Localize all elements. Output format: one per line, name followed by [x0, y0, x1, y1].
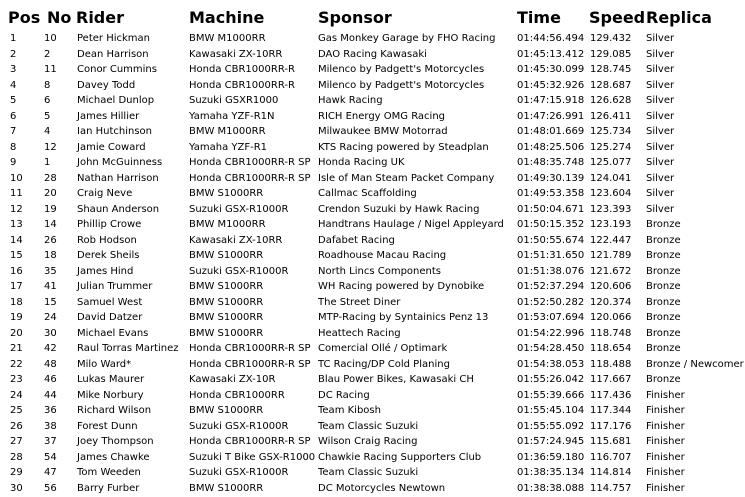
- cell-sponsor: Team Kibosh: [318, 405, 381, 416]
- cell-sponsor: DAO Racing Kawasaki: [318, 48, 427, 60]
- cell-sponsor: Milenco by Padgett's Motorcycles: [318, 64, 485, 75]
- cell-rider: Michael Dunlop: [77, 95, 155, 106]
- cell-no: 47: [44, 467, 57, 478]
- cell-time: 01:49:30.139: [517, 172, 585, 184]
- cell-speed: 117.176: [590, 420, 632, 432]
- cell-rider: Julian Trummer: [77, 281, 153, 292]
- cell-sponsor: DC Motorcycles Newtown: [318, 482, 446, 494]
- cell-sponsor: Honda Racing UK: [318, 157, 405, 168]
- cell-replica: Silver: [646, 95, 675, 106]
- cell-pos: 25: [10, 405, 23, 416]
- header-speed: Speed: [589, 8, 646, 27]
- cell-no: 11: [44, 64, 57, 75]
- cell-time: 01:44:56.494: [517, 33, 585, 44]
- cell-speed: 129.085: [590, 48, 632, 60]
- cell-no: 1: [44, 157, 51, 168]
- cell-replica: Silver: [646, 79, 675, 91]
- cell-replica: Finisher: [646, 467, 685, 478]
- table-row: [0, 357, 745, 373]
- cell-pos: 1: [10, 33, 17, 44]
- cell-no: 19: [44, 203, 57, 215]
- cell-pos: 7: [10, 126, 17, 137]
- cell-speed: 121.672: [590, 265, 632, 277]
- cell-no: 38: [44, 420, 57, 432]
- cell-sponsor: RICH Energy OMG Racing: [318, 110, 446, 122]
- cell-machine: Yamaha YZF-R1: [189, 141, 268, 153]
- cell-replica: Bronze: [646, 250, 681, 261]
- cell-machine: BMW S1000RR: [189, 250, 264, 261]
- table-header: [0, 6, 745, 32]
- cell-machine: BMW S1000RR: [189, 482, 264, 494]
- cell-no: 42: [44, 343, 57, 354]
- cell-rider: Davey Todd: [77, 79, 136, 91]
- table-row: [0, 434, 745, 450]
- cell-speed: 118.488: [590, 358, 632, 370]
- cell-speed: 126.411: [590, 110, 632, 122]
- cell-machine: Suzuki GSXR1000: [189, 95, 279, 106]
- cell-machine: BMW M1000RR: [189, 219, 266, 230]
- cell-rider: Rob Hodson: [77, 234, 137, 246]
- cell-time: 01:55:45.104: [517, 405, 585, 416]
- table-row: [0, 295, 745, 311]
- cell-time: 01:45:13.412: [517, 48, 585, 60]
- cell-sponsor: Milwaukee BMW Motorrad: [318, 126, 448, 137]
- cell-rider: Tom Weeden: [77, 467, 141, 478]
- table-row: [0, 217, 745, 233]
- cell-machine: Honda CBR1000RR-R SP: [189, 172, 311, 184]
- cell-pos: 2: [10, 48, 17, 60]
- cell-no: 30: [44, 327, 57, 339]
- cell-pos: 9: [10, 157, 17, 168]
- cell-machine: Kawasaki ZX-10RR: [189, 48, 283, 60]
- table-row: [0, 465, 745, 481]
- cell-rider: Phillip Crowe: [77, 219, 142, 230]
- cell-time: 01:57:24.945: [517, 436, 585, 447]
- cell-machine: Suzuki GSX-R1000R: [189, 265, 289, 277]
- cell-no: 56: [44, 482, 57, 494]
- cell-rider: Richard Wilson: [77, 405, 152, 416]
- table-row: [0, 310, 745, 326]
- table-row: [0, 403, 745, 419]
- cell-pos: 3: [10, 64, 17, 75]
- cell-rider: Craig Neve: [77, 188, 133, 199]
- cell-sponsor: Hawk Racing: [318, 95, 383, 106]
- cell-no: 18: [44, 250, 57, 261]
- cell-time: 01:45:32.926: [517, 79, 585, 91]
- cell-replica: Silver: [646, 110, 675, 122]
- cell-replica: Bronze: [646, 296, 681, 308]
- cell-rider: Forest Dunn: [77, 420, 138, 432]
- cell-sponsor: Chawkie Racing Supporters Club: [318, 451, 482, 463]
- table-row: [0, 124, 745, 140]
- table-row: [0, 264, 745, 280]
- table-row: [0, 109, 745, 125]
- cell-replica: Bronze: [646, 312, 681, 323]
- cell-replica: Silver: [646, 64, 675, 75]
- cell-replica: Bronze: [646, 281, 681, 292]
- cell-time: 01:55:39.666: [517, 389, 585, 401]
- cell-rider: Joey Thompson: [77, 436, 154, 447]
- cell-rider: Michael Evans: [77, 327, 149, 339]
- cell-no: 36: [44, 405, 57, 416]
- cell-sponsor: Team Classic Suzuki: [318, 420, 419, 432]
- cell-machine: BMW S1000RR: [189, 281, 264, 292]
- cell-sponsor: KTS Racing powered by Steadplan: [318, 141, 489, 153]
- cell-rider: Raul Torras Martinez: [77, 343, 179, 354]
- cell-machine: Kawasaki ZX-10R: [189, 374, 276, 385]
- cell-time: 01:52:37.294: [517, 281, 585, 292]
- cell-sponsor: Comercial Ollé / Optimark: [318, 343, 448, 354]
- cell-replica: Silver: [646, 48, 675, 60]
- cell-rider: Shaun Anderson: [77, 203, 160, 215]
- cell-rider: Peter Hickman: [77, 33, 150, 44]
- cell-no: 26: [44, 234, 57, 246]
- header-time: Time: [517, 8, 561, 27]
- cell-machine: BMW S1000RR: [189, 327, 264, 339]
- cell-sponsor: Crendon Suzuki by Hawk Racing: [318, 203, 480, 215]
- cell-speed: 117.436: [590, 389, 632, 401]
- cell-pos: 12: [10, 203, 23, 215]
- cell-rider: Dean Harrison: [77, 48, 149, 60]
- cell-no: 5: [44, 110, 51, 122]
- cell-speed: 120.374: [590, 296, 632, 308]
- cell-time: 01:50:55.674: [517, 234, 585, 246]
- cell-rider: Ian Hutchinson: [77, 126, 152, 137]
- header-no: No: [47, 8, 72, 27]
- cell-no: 2: [44, 48, 51, 60]
- table-row: [0, 93, 745, 109]
- cell-no: 37: [44, 436, 57, 447]
- cell-pos: 21: [10, 343, 23, 354]
- cell-pos: 20: [10, 327, 23, 339]
- cell-speed: 122.447: [590, 234, 632, 246]
- cell-replica: Silver: [646, 33, 675, 44]
- cell-machine: BMW S1000RR: [189, 312, 264, 323]
- cell-speed: 123.604: [590, 188, 632, 199]
- cell-no: 41: [44, 281, 57, 292]
- cell-no: 46: [44, 374, 57, 385]
- cell-pos: 11: [10, 188, 23, 199]
- header-rider: Rider: [76, 8, 124, 27]
- cell-machine: Honda CBR1000RR-R SP: [189, 157, 311, 168]
- header-pos: Pos: [8, 8, 41, 27]
- cell-rider: James Chawke: [77, 451, 150, 463]
- cell-no: 44: [44, 389, 57, 401]
- cell-replica: Bronze: [646, 219, 681, 230]
- cell-no: 6: [44, 95, 51, 106]
- cell-rider: John McGuinness: [77, 157, 163, 168]
- table-row: [0, 450, 745, 466]
- cell-speed: 123.193: [590, 219, 632, 230]
- cell-time: 01:38:38.088: [517, 482, 585, 494]
- cell-sponsor: North Lincs Components: [318, 265, 441, 277]
- cell-speed: 117.344: [590, 405, 632, 416]
- cell-no: 12: [44, 141, 57, 153]
- cell-sponsor: WH Racing powered by Dynobike: [318, 281, 485, 292]
- cell-speed: 116.707: [590, 451, 632, 463]
- cell-no: 54: [44, 451, 57, 463]
- cell-sponsor: Milenco by Padgett's Motorcycles: [318, 79, 485, 91]
- cell-machine: BMW S1000RR: [189, 296, 264, 308]
- cell-sponsor: TC Racing/DP Cold Planing: [318, 358, 450, 370]
- header-replica: Replica: [646, 8, 712, 27]
- cell-no: 15: [44, 296, 57, 308]
- cell-time: 01:55:26.042: [517, 374, 585, 385]
- cell-time: 01:36:59.180: [517, 451, 585, 463]
- cell-speed: 126.628: [590, 95, 632, 106]
- table-row: [0, 388, 745, 404]
- cell-replica: Bronze: [646, 327, 681, 339]
- cell-rider: Samuel West: [77, 296, 143, 308]
- cell-no: 14: [44, 219, 57, 230]
- cell-rider: James Hind: [77, 265, 134, 277]
- cell-rider: David Datzer: [77, 312, 143, 323]
- cell-speed: 118.748: [590, 327, 632, 339]
- cell-pos: 24: [10, 389, 23, 401]
- table-row: [0, 372, 745, 388]
- cell-no: 24: [44, 312, 57, 323]
- table-row: [0, 233, 745, 249]
- cell-pos: 27: [10, 436, 23, 447]
- cell-replica: Bronze: [646, 343, 681, 354]
- cell-rider: Nathan Harrison: [77, 172, 159, 184]
- cell-time: 01:53:07.694: [517, 312, 585, 323]
- cell-pos: 14: [10, 234, 23, 246]
- table-row: [0, 202, 745, 218]
- cell-no: 48: [44, 358, 57, 370]
- cell-sponsor: The Street Diner: [318, 296, 401, 308]
- cell-time: 01:49:53.358: [517, 188, 585, 199]
- cell-no: 35: [44, 265, 57, 277]
- cell-machine: Honda CBR1000RR: [189, 389, 285, 401]
- cell-pos: 23: [10, 374, 23, 385]
- cell-sponsor: Blau Power Bikes, Kawasaki CH: [318, 374, 474, 385]
- cell-sponsor: MTP-Racing by Syntainics Penz 13: [318, 312, 489, 323]
- cell-no: 8: [44, 79, 51, 91]
- cell-replica: Finisher: [646, 436, 685, 447]
- cell-rider: Milo Ward*: [77, 358, 132, 370]
- cell-sponsor: Isle of Man Steam Packet Company: [318, 172, 495, 184]
- cell-time: 01:52:50.282: [517, 296, 585, 308]
- table-row: [0, 341, 745, 357]
- cell-rider: Mike Norbury: [77, 389, 144, 401]
- cell-pos: 28: [10, 451, 23, 463]
- cell-pos: 29: [10, 467, 23, 478]
- cell-machine: Kawasaki ZX-10RR: [189, 234, 283, 246]
- cell-speed: 129.432: [590, 33, 632, 44]
- cell-pos: 17: [10, 281, 23, 292]
- cell-pos: 22: [10, 358, 23, 370]
- cell-speed: 125.274: [590, 141, 632, 153]
- cell-speed: 120.606: [590, 281, 632, 292]
- cell-time: 01:47:26.991: [517, 110, 585, 122]
- cell-pos: 10: [10, 172, 23, 184]
- cell-time: 01:54:38.053: [517, 358, 585, 370]
- table-row: [0, 140, 745, 156]
- table-row: [0, 47, 745, 63]
- cell-replica: Finisher: [646, 482, 685, 494]
- cell-speed: 115.681: [590, 436, 632, 447]
- cell-machine: Suzuki T Bike GSX-R1000: [189, 451, 316, 463]
- cell-replica: Finisher: [646, 389, 685, 401]
- cell-pos: 6: [10, 110, 17, 122]
- cell-sponsor: Wilson Craig Racing: [318, 436, 418, 447]
- table-row: [0, 186, 745, 202]
- cell-pos: 18: [10, 296, 23, 308]
- cell-speed: 118.654: [590, 343, 632, 354]
- cell-time: 01:38:35.134: [517, 467, 585, 478]
- cell-machine: BMW M1000RR: [189, 33, 266, 44]
- cell-rider: Jamie Coward: [77, 141, 146, 153]
- cell-replica: Bronze: [646, 374, 681, 385]
- cell-time: 01:55:55.092: [517, 420, 585, 432]
- cell-speed: 128.745: [590, 64, 632, 75]
- cell-machine: Honda CBR1000RR-R SP: [189, 343, 311, 354]
- cell-replica: Finisher: [646, 420, 685, 432]
- cell-speed: 123.393: [590, 203, 632, 215]
- cell-replica: Silver: [646, 188, 675, 199]
- cell-sponsor: Callmac Scaffolding: [318, 188, 417, 199]
- table-row: [0, 155, 745, 171]
- cell-rider: Barry Furber: [77, 482, 140, 494]
- cell-time: 01:54:28.450: [517, 343, 585, 354]
- cell-replica: Silver: [646, 172, 675, 184]
- table-row: [0, 279, 745, 295]
- cell-pos: 5: [10, 95, 17, 106]
- cell-time: 01:47:15.918: [517, 95, 585, 106]
- cell-speed: 124.041: [590, 172, 632, 184]
- cell-pos: 16: [10, 265, 23, 277]
- cell-time: 01:50:15.352: [517, 219, 585, 230]
- cell-rider: Lukas Maurer: [77, 374, 145, 385]
- table-row: [0, 326, 745, 342]
- table-row: [0, 419, 745, 435]
- cell-sponsor: DC Racing: [318, 389, 370, 401]
- cell-sponsor: Gas Monkey Garage by FHO Racing: [318, 33, 496, 44]
- cell-no: 28: [44, 172, 57, 184]
- cell-speed: 117.667: [590, 374, 632, 385]
- cell-machine: Suzuki GSX-R1000R: [189, 203, 289, 215]
- table-row: [0, 31, 745, 47]
- cell-speed: 125.077: [590, 157, 632, 168]
- cell-machine: Suzuki GSX-R1000R: [189, 467, 289, 478]
- cell-machine: BMW M1000RR: [189, 126, 266, 137]
- cell-machine: Honda CBR1000RR-R SP: [189, 436, 311, 447]
- cell-speed: 125.734: [590, 126, 632, 137]
- table-row: [0, 78, 745, 94]
- cell-replica: Bronze: [646, 234, 681, 246]
- cell-time: 01:51:31.650: [517, 250, 585, 261]
- cell-replica: Finisher: [646, 451, 685, 463]
- table-row: [0, 248, 745, 264]
- cell-time: 01:50:04.671: [517, 203, 585, 215]
- cell-sponsor: Roadhouse Macau Racing: [318, 250, 447, 261]
- table-row: [0, 481, 745, 497]
- cell-time: 01:45:30.099: [517, 64, 585, 75]
- cell-no: 20: [44, 188, 57, 199]
- cell-replica: Bronze: [646, 265, 681, 277]
- cell-time: 01:51:38.076: [517, 265, 585, 277]
- cell-machine: BMW S1000RR: [189, 405, 264, 416]
- cell-time: 01:48:35.748: [517, 157, 585, 168]
- cell-replica: Silver: [646, 157, 675, 168]
- cell-time: 01:54:22.996: [517, 327, 585, 339]
- table-row: [0, 62, 745, 78]
- cell-speed: 121.789: [590, 250, 632, 261]
- cell-sponsor: Heattech Racing: [318, 327, 401, 339]
- cell-replica: Silver: [646, 126, 675, 137]
- cell-pos: 8: [10, 141, 17, 153]
- cell-pos: 19: [10, 312, 23, 323]
- cell-sponsor: Team Classic Suzuki: [318, 467, 419, 478]
- cell-no: 4: [44, 126, 51, 137]
- cell-rider: Conor Cummins: [77, 64, 157, 75]
- cell-machine: Honda CBR1000RR-R: [189, 64, 295, 75]
- cell-machine: Yamaha YZF-R1N: [189, 110, 275, 122]
- cell-pos: 13: [10, 219, 23, 230]
- header-machine: Machine: [189, 8, 265, 27]
- cell-speed: 114.814: [590, 467, 632, 478]
- cell-pos: 4: [10, 79, 17, 91]
- cell-speed: 114.757: [590, 482, 632, 494]
- cell-machine: Honda CBR1000RR-R: [189, 79, 295, 91]
- cell-pos: 15: [10, 250, 23, 261]
- cell-replica: Finisher: [646, 405, 685, 416]
- cell-rider: Derek Sheils: [77, 250, 140, 261]
- cell-sponsor: Handtrans Haulage / Nigel Appleyard: [318, 219, 504, 230]
- cell-no: 10: [44, 33, 57, 44]
- cell-speed: 120.066: [590, 312, 632, 323]
- cell-replica: Bronze / Newcomer: [646, 358, 744, 370]
- header-sponsor: Sponsor: [318, 8, 392, 27]
- cell-replica: Silver: [646, 141, 675, 153]
- cell-replica: Silver: [646, 203, 675, 215]
- cell-time: 01:48:25.506: [517, 141, 585, 153]
- cell-time: 01:48:01.669: [517, 126, 585, 137]
- cell-speed: 128.687: [590, 79, 632, 91]
- cell-rider: James Hillier: [77, 110, 140, 122]
- cell-pos: 26: [10, 420, 23, 432]
- table-row: [0, 171, 745, 187]
- cell-machine: BMW S1000RR: [189, 188, 264, 199]
- cell-sponsor: Dafabet Racing: [318, 234, 395, 246]
- cell-machine: Suzuki GSX-R1000R: [189, 420, 289, 432]
- cell-pos: 30: [10, 482, 23, 494]
- cell-machine: Honda CBR1000RR-R SP: [189, 358, 311, 370]
